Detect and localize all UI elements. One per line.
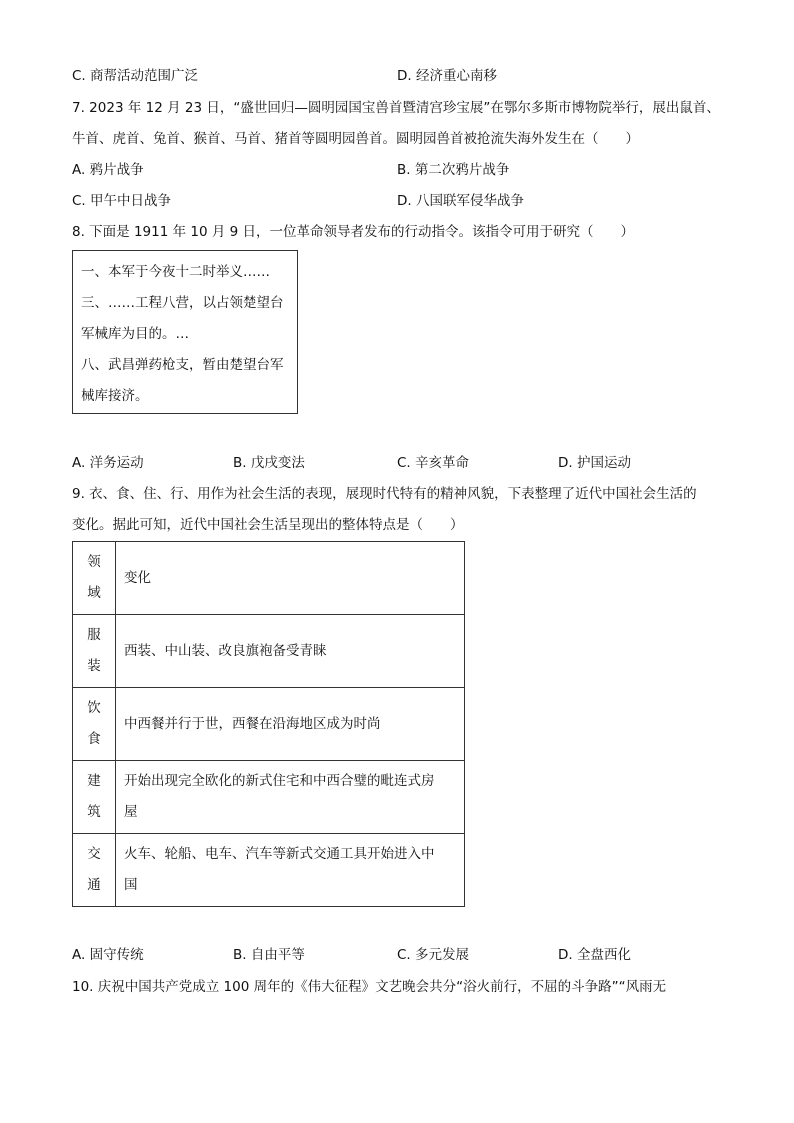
- row-value-text: 火车、轮船、电车、汽车等新式交通工具开始进入中: [124, 846, 435, 862]
- q8-option-d[interactable]: D. 护国运动: [558, 455, 631, 471]
- q8-quote-line: 一、本军于今夜十二时举义……: [81, 264, 270, 280]
- q8-option-b[interactable]: B. 戊戌变法: [233, 455, 305, 471]
- row-key-char: 装: [87, 658, 101, 674]
- row-value: [116, 761, 465, 834]
- q9-option-a[interactable]: A. 固守传统: [72, 947, 144, 963]
- table-header-value: [116, 542, 465, 615]
- header-value-text: 变化: [124, 569, 151, 586]
- row-key: [73, 761, 116, 834]
- q9-stem-line2: 变化。据此可知，近代中国社会生活呈现出的整体特点是（ ）: [72, 517, 464, 533]
- row-key: [73, 688, 116, 761]
- row-value-text: 开始出现完全欧化的新式住宅和中西合璧的毗连式房: [124, 773, 435, 789]
- q8-quote-line: 八、武昌弹药枪支，暂由楚望台军: [81, 357, 284, 373]
- row-key-char: 筑: [87, 804, 101, 820]
- row-value: [116, 688, 465, 761]
- q8-quote-line: 三、……工程八营，以占领楚望台: [81, 295, 284, 311]
- q8-stem: 8. 下面是 1911 年 10 月 9 日，一位革命领导者发布的行动指令。该指令可用于研究（ ）: [72, 224, 635, 240]
- row-value: [116, 615, 465, 688]
- q9-option-d[interactable]: D. 全盘西化: [558, 947, 631, 963]
- q9-option-c[interactable]: C. 多元发展: [397, 947, 470, 963]
- q7-option-c[interactable]: C. 甲午中日战争: [72, 193, 172, 209]
- row-key-char: 服: [87, 627, 101, 643]
- q7-option-a[interactable]: A. 鸦片战争: [72, 162, 144, 178]
- row-key-char: 建: [87, 773, 101, 789]
- row-key: [73, 834, 116, 907]
- table-row: [73, 615, 465, 688]
- header-key-char: 域: [87, 585, 101, 601]
- row-value-text: 中西餐并行于世，西餐在沿海地区成为时尚: [124, 715, 381, 732]
- header-key-char: 领: [87, 554, 101, 570]
- q8-quote-line: 械库接济。: [81, 388, 149, 404]
- q7-stem-line2: 牛首、虎首、兔首、猴首、马首、猪首等圆明园兽首。圆明园兽首被抢流失海外发生在（ ）: [72, 131, 639, 147]
- q9-stem-line1: 9. 衣、食、住、行、用作为社会生活的表现，展现时代特有的精神风貌，下表整理了近代中国社会生活的: [72, 486, 697, 502]
- row-value: [116, 834, 465, 907]
- q8-option-c[interactable]: C. 辛亥革命: [397, 455, 470, 471]
- table-row: [73, 834, 465, 907]
- q8-quote-line: 军械库为目的。…: [81, 326, 189, 342]
- table-row: [73, 761, 465, 834]
- prev-option-c[interactable]: C. 商帮活动范围广泛: [72, 68, 199, 84]
- q7-option-b[interactable]: B. 第二次鸦片战争: [397, 162, 510, 178]
- q7-option-d[interactable]: D. 八国联军侵华战争: [397, 193, 524, 209]
- q9-table: [72, 541, 465, 907]
- table-row: [73, 688, 465, 761]
- q9-option-b[interactable]: B. 自由平等: [233, 947, 305, 963]
- row-value-text: 屋: [124, 804, 138, 820]
- row-key-char: 交: [87, 846, 101, 862]
- q8-quote-box: [72, 250, 298, 414]
- table-header-row: [73, 542, 465, 615]
- q7-stem-line1: 7. 2023 年 12 月 23 日，“盛世回归—圆明园国宝兽首暨清宫珍宝展”在鄂尔多斯市博物院举行，展出鼠首、: [72, 100, 720, 116]
- q8-option-a[interactable]: A. 洋务运动: [72, 455, 144, 471]
- q10-stem-line1: 10. 庆祝中国共产党成立 100 周年的《伟大征程》文艺晚会共分“浴火前行，不屈的斗争路”“风雨无: [72, 979, 667, 995]
- row-key-char: 饮: [87, 700, 101, 716]
- row-key-char: 通: [87, 877, 101, 893]
- row-key: [73, 615, 116, 688]
- table-header-key: [73, 542, 116, 615]
- row-value-text: 西装、中山装、改良旗袍备受青睐: [124, 642, 327, 659]
- prev-option-d[interactable]: D. 经济重心南移: [397, 68, 497, 84]
- row-key-char: 食: [87, 731, 101, 747]
- row-value-text: 国: [124, 877, 138, 893]
